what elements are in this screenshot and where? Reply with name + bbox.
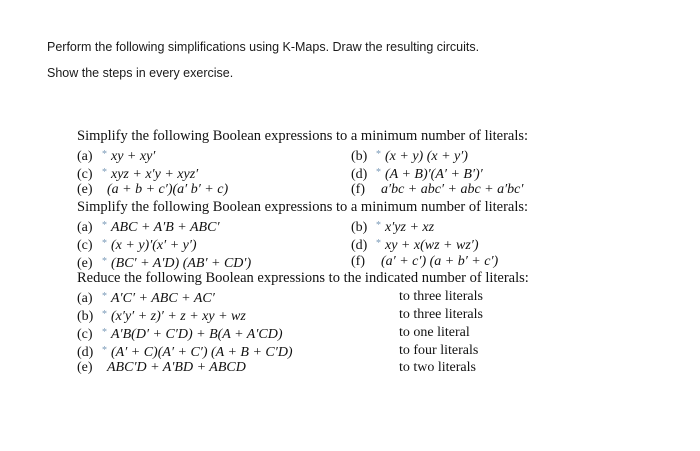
literal-target: to three literals — [399, 306, 483, 322]
exercise-item: (d) * (A′ + C)(A′ + C′) (A + B + C′D) — [77, 344, 293, 360]
literal-target: to four literals — [399, 342, 479, 358]
expression: (a + b + c′)(a′ b′ + c) — [107, 182, 229, 198]
star-icon: * — [102, 326, 107, 338]
exercise-item: (a) * xy + xy′ — [77, 148, 156, 164]
exercise-row — [77, 288, 529, 306]
star-icon: * — [102, 255, 107, 267]
literal-target: to one literal — [399, 324, 470, 340]
exercise-item: (e) ABC′D + A′BD + ABCD — [77, 360, 246, 376]
star-icon: * — [376, 148, 381, 160]
star-icon: * — [102, 219, 107, 231]
exercise-row — [77, 164, 529, 182]
exercise-item: (e) * (BC′ + A′D) (AB′ + CD′) — [77, 255, 252, 271]
exercise-item: (b) * x′yz + xz — [351, 219, 435, 235]
expression: (a′ + c′) (a + b′ + c′) — [381, 253, 499, 269]
expression: (x′y′ + z)′ + z + xy + wz — [111, 308, 246, 324]
star-icon: * — [102, 237, 107, 249]
problem-heading: Simplify the following Boolean expressions to a minimum number of literals: — [77, 199, 529, 216]
expression: (A + B)′(A′ + B′)′ — [385, 166, 483, 182]
star-icon: * — [102, 148, 107, 160]
expression: ABC′D + A′BD + ABCD — [107, 360, 246, 376]
exercise-row — [77, 217, 529, 235]
expression: x′yz + xz — [385, 219, 435, 235]
exercise-row — [77, 342, 529, 360]
textbook-excerpt — [77, 128, 529, 377]
exercise-item: (a) * ABC + A′B + ABC′ — [77, 219, 220, 235]
expression: ABC + A′B + ABC′ — [111, 219, 220, 235]
star-icon: * — [102, 166, 107, 178]
star-icon: * — [102, 291, 107, 303]
expression: xy + x(wz + wz′) — [385, 237, 479, 253]
exercise-row — [77, 235, 529, 253]
exercise-item: (f) (a′ + c′) (a + b′ + c′) — [351, 253, 499, 269]
expression: xy + xy′ — [111, 148, 156, 164]
literal-target: to two literals — [399, 360, 476, 376]
star-icon: * — [376, 219, 381, 231]
exercise-item: (b) * (x′y′ + z)′ + z + xy + wz — [77, 308, 246, 324]
instruction-line-1: Perform the following simplifications using K-Maps. Draw the resulting circuits. — [47, 40, 480, 54]
problem-heading: Simplify the following Boolean expressions to a minimum number of literals: — [77, 128, 529, 144]
expression: (x + y) (x + y′) — [385, 148, 468, 164]
expression: a′bc + abc′ + abc + a′bc′ — [381, 182, 524, 198]
expression: (A′ + C)(A′ + C′) (A + B + C′D) — [111, 344, 293, 360]
instruction-line-2: Show the steps in every exercise. — [47, 66, 234, 80]
expression: A′C′ + ABC + AC′ — [111, 291, 215, 307]
exercise-row — [77, 324, 529, 342]
exercise-row — [77, 146, 529, 164]
exercise-row — [77, 253, 529, 271]
expression: (BC′ + A′D) (AB′ + CD′) — [111, 255, 252, 271]
exercise-row — [77, 359, 529, 377]
exercise-row — [77, 181, 529, 199]
exercise-item: (b) * (x + y) (x + y′) — [351, 148, 468, 164]
exercise-item: (e) (a + b + c′)(a′ b′ + c) — [77, 182, 229, 198]
problem-heading: Reduce the following Boolean expressions to the indicated number of literals: — [77, 270, 529, 287]
exercise-item: (c) * A′B(D′ + C′D) + B(A + A′CD) — [77, 326, 283, 342]
expression: (x + y)′(x′ + y′) — [111, 237, 197, 253]
expression: A′B(D′ + C′D) + B(A + A′CD) — [111, 326, 283, 342]
exercise-item: (d) * (A + B)′(A′ + B′)′ — [351, 166, 483, 182]
expression: xyz + x′y + xyz′ — [111, 166, 199, 182]
star-icon: * — [376, 237, 381, 249]
exercise-row — [77, 306, 529, 324]
star-icon: * — [102, 308, 107, 320]
exercise-item: (d) * xy + x(wz + wz′) — [351, 237, 479, 253]
exercise-item: (a) * A′C′ + ABC + AC′ — [77, 291, 215, 307]
star-icon: * — [102, 344, 107, 356]
exercise-item: (f) a′bc + abc′ + abc + a′bc′ — [351, 182, 524, 198]
exercise-item: (c) * xyz + x′y + xyz′ — [77, 166, 199, 182]
exercise-item: (c) * (x + y)′(x′ + y′) — [77, 237, 197, 253]
star-icon: * — [376, 166, 381, 178]
literal-target: to three literals — [399, 289, 483, 305]
